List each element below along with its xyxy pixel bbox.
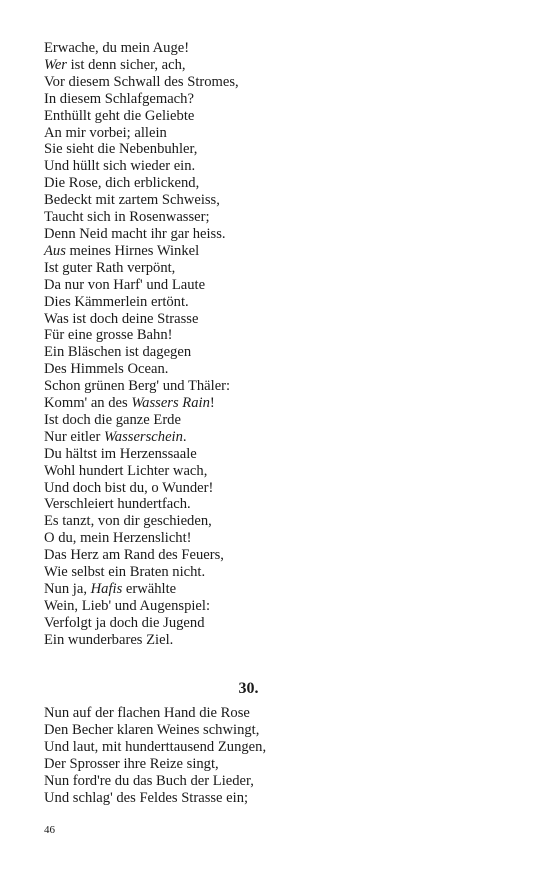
verse-line [44,530,524,547]
verse-text: Wie selbst ein Braten nicht. [44,564,206,581]
verse-text: Enthüllt geht die Geliebte [44,107,195,124]
verse-line [44,463,524,480]
verse-text: erwählte [122,581,177,597]
verse-line [44,344,524,361]
verse-text: Die Rose, dich erblickend, [44,175,200,192]
verse-text: ist denn sicher, ach, [66,56,186,73]
verse-text: Komm' an des [44,395,132,412]
verse-text: . [182,428,187,445]
verse-line [44,615,524,632]
verse-text: Nun ja, [44,581,91,597]
verse-text: Und schlag' des Feldes Strasse ein; [44,789,249,806]
verse-line [44,547,524,564]
verse-line [44,496,524,513]
verse-line [44,327,524,344]
verse-line [44,773,524,790]
verse-text: Nun auf der flachen Hand die Rose [44,705,250,721]
verse-line [44,74,524,91]
verse-emphasis: Wer [44,56,67,73]
verse-line [44,412,524,429]
verse-text: Wein, Lieb' und Augenspiel: [44,597,211,614]
verse-line [44,175,524,192]
verse-text: Dies Kämmerlein ertönt. [44,293,189,310]
verse-text: Bedeckt mit zartem Schweiss, [44,192,220,209]
verse-line [44,790,524,807]
verse-emphasis: Hafis [90,581,123,597]
verse-line [44,722,524,739]
verse-line [44,480,524,497]
verse-text: Nun ford're du das Buch der Lieder, [44,772,254,789]
verse-line [44,429,524,446]
verse-text: Ist guter Rath verpönt, [44,259,176,276]
verse-text: In diesem Schlafgemach? [44,90,194,107]
verse-text: Und hüllt sich wieder ein. [44,158,196,175]
verse-text: Ein wunderbares Ziel. [44,631,174,648]
verse-line [44,361,524,378]
verse-line [44,277,524,294]
verse-line [44,311,524,328]
verse-text: An mir vorbei; allein [44,124,167,141]
verse-text: Des Himmels Ocean. [44,361,169,378]
section-heading: 30. [238,680,259,697]
verse-text: Ist doch die ganze Erde [44,411,181,428]
verse-text: Und doch bist du, o Wunder! [44,479,214,496]
verse-line [44,209,524,226]
verse-text: ! [209,395,215,412]
verse-line [44,40,524,57]
verse-text: Wohl hundert Lichter wach, [44,462,208,479]
verse-text: Denn Neid macht ihr gar heiss. [44,225,226,242]
verse-line [44,378,524,395]
verse-line [44,294,524,311]
verse-text: Schon grünen Berg' und Thäler: [44,378,231,395]
verse-line [44,141,524,158]
verse-line [44,705,524,722]
verse-line [44,260,524,277]
verse-line [44,57,524,74]
verse-line [44,564,524,581]
verse-line [44,226,524,243]
verse-text: Verschleiert hundertfach. [44,496,191,513]
verse-line [44,581,524,598]
verse-line [44,632,524,649]
verse-text: Da nur von Harf' und Laute [44,276,206,293]
verse-line [44,108,524,125]
verse-text: Das Herz am Rand des Feuers, [44,547,224,564]
verse-line [44,739,524,756]
verse-emphasis: Wasserschein [103,428,183,445]
verse-text: Vor diesem Schwall des Stromes, [44,73,239,90]
verse-line [44,395,524,412]
verse-line [44,756,524,773]
verse-text: Der Sprosser ihre Reize singt, [44,755,219,772]
verse-line [44,192,524,209]
verse-emphasis: Aus [44,242,66,259]
verse-text: Erwache, du mein Auge! [44,40,190,56]
verse-text: Verfolgt ja doch die Jugend [44,614,205,631]
verse-line [44,446,524,463]
verse-line [44,125,524,142]
verse-text: Und laut, mit hunderttausend Zungen, [44,738,267,755]
verse-text: Den Becher klaren Weines schwingt, [44,721,260,738]
verse-line [44,158,524,175]
verse-text: Nur eitler [44,428,104,445]
verse-text: Für eine grosse Bahn! [44,327,173,344]
verse-text: meines Hirnes Winkel [65,242,200,259]
poem-30 [44,705,524,806]
poem-continued [44,40,524,649]
verse-text: Taucht sich in Rosenwasser; [44,209,210,226]
verse-text: O du, mein Herzenslicht! [44,530,192,547]
verse-line [44,243,524,260]
verse-text: Sie sieht die Nebenbuhler, [44,141,198,158]
verse-text: Du hältst im Herzenssaale [44,445,197,462]
verse-line [44,598,524,615]
verse-text: Was ist doch deine Strasse [44,310,199,327]
verse-text: Ein Bläschen ist dagegen [44,344,192,361]
verse-emphasis: Wassers Rain [131,395,210,412]
verse-line [44,91,524,108]
verse-text: Es tanzt, von dir geschieden, [44,513,212,530]
page-number: 46 [44,824,55,836]
verse-line [44,513,524,530]
